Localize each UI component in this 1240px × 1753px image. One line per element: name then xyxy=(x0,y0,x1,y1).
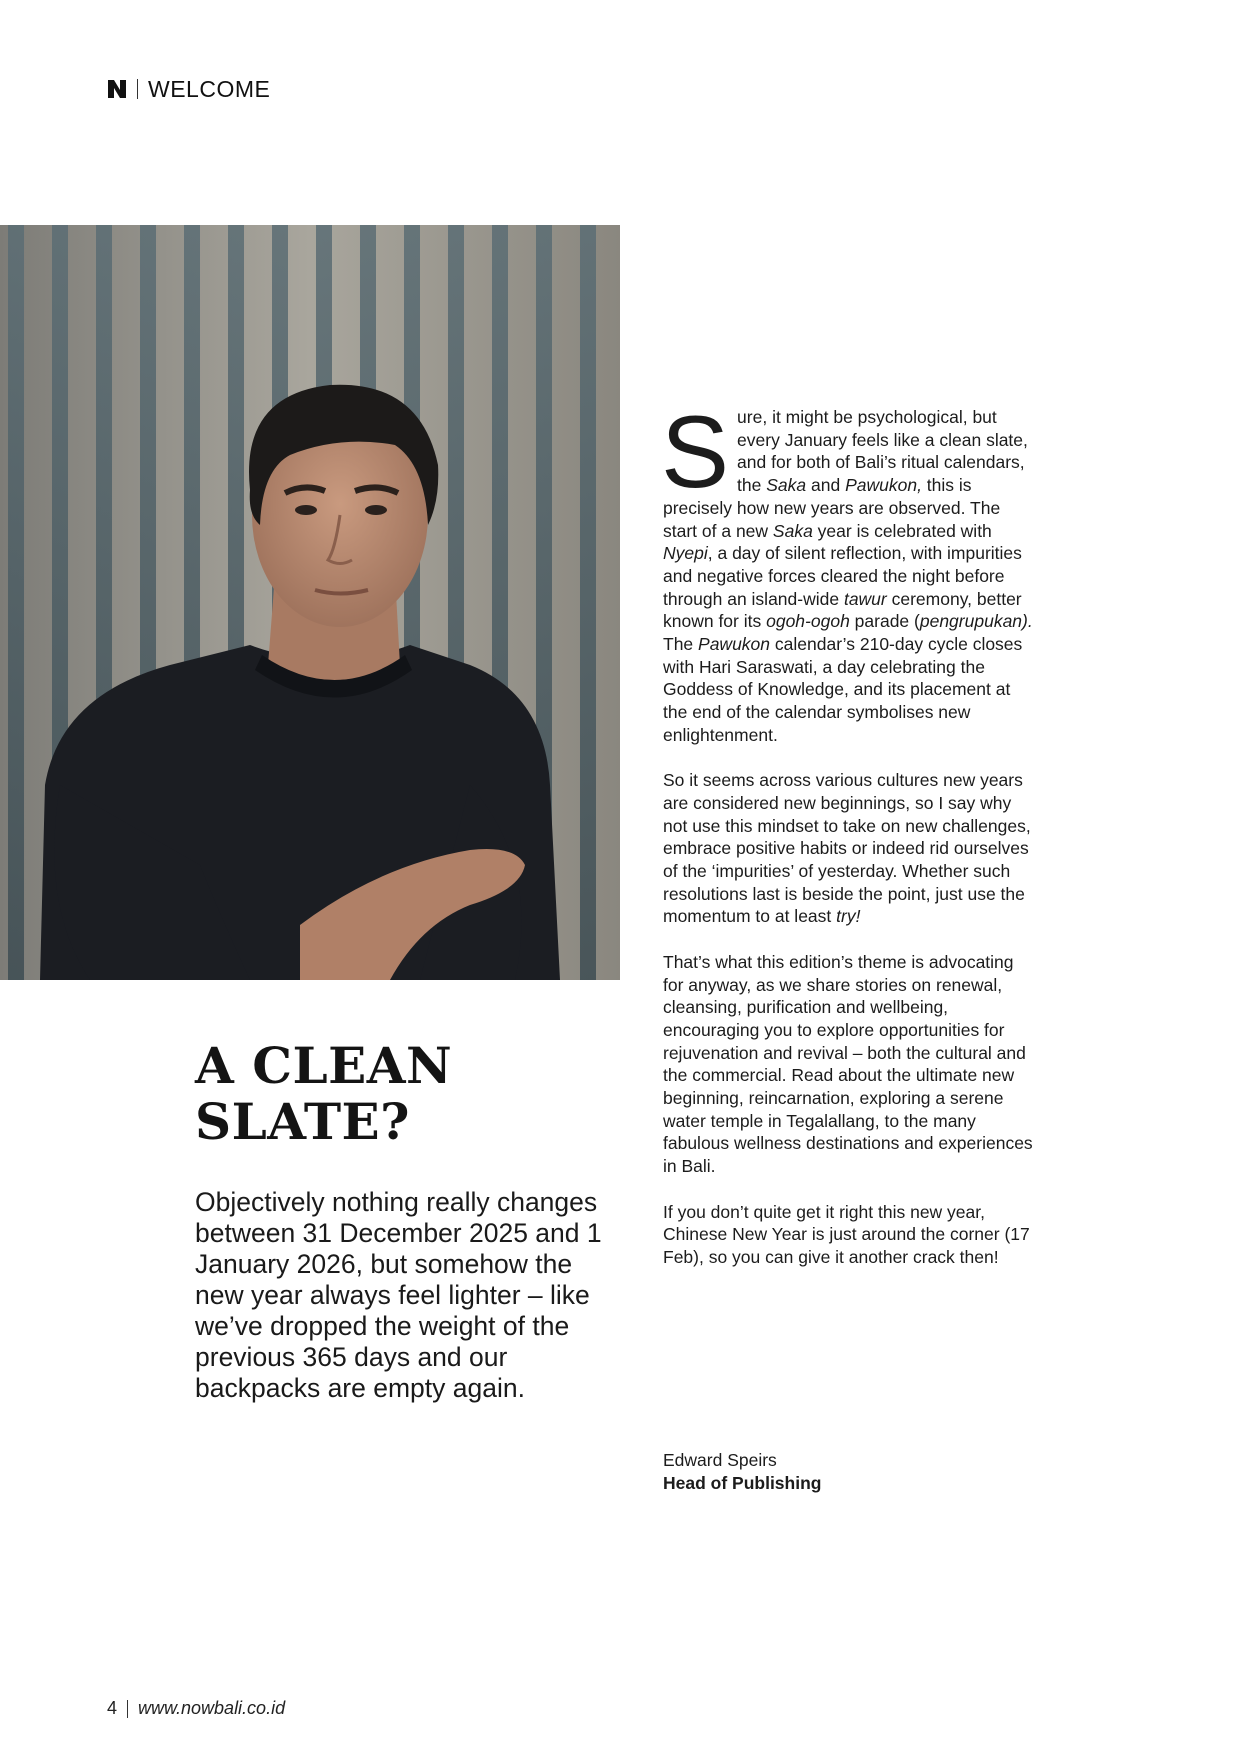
body-paragraph-4: If you don’t quite get it right this new year, Chinese New Year is just around the corner (17 Feb), so you can give it another crack then! xyxy=(663,1201,1030,1267)
drop-cap: S xyxy=(661,395,730,509)
article-headline: A CLEAN SLATE? xyxy=(195,1036,453,1151)
article-body xyxy=(661,395,1033,1291)
wall-slat xyxy=(8,225,24,980)
page-number: 4 xyxy=(107,1698,118,1718)
section-title: WELCOME xyxy=(148,75,271,102)
page-footer xyxy=(107,1698,285,1719)
n-logo-icon xyxy=(107,79,127,99)
author-signoff xyxy=(663,1449,1033,1494)
portrait-photo xyxy=(0,225,620,980)
footer-divider xyxy=(127,1700,128,1718)
portrait-illustration xyxy=(0,225,620,980)
author-name: Edward Speirs xyxy=(663,1450,777,1470)
article-standfirst: Objectively nothing really changes between 31 December 2025 and 1 January 2026, but somehow the new year always feel lighter – like we’ve dropped the weight of the previous 365 days and our backpacks are empty again. xyxy=(195,1187,602,1403)
wall-slat xyxy=(580,225,596,980)
body-paragraph-1: Sure, it might be psychological, but every January feels like a clean slate, and for both of Bali’s ritual calendars, the Saka and Pawukon, this is precisely how new years are observed. The start of a new Saka year is celebrated with Nyepi, a day of silent reflection, with impurities and negative forces cleared the night before through an island-wide tawur ceremony, better known for its ogoh-ogoh parade (pengrupukan). The Pawukon calendar’s 210-day cycle closes with Hari Saraswati, a day celebrating the Goddess of Knowledge, and its placement at the end of the calendar symbolises new enlightenment. xyxy=(661,395,1033,745)
author-role: Head of Publishing xyxy=(663,1472,822,1493)
header-divider xyxy=(137,79,138,99)
body-paragraph-3: That’s what this edition’s theme is advocating for anyway, as we share stories on renewal, cleansing, purification and wellbeing, encouraging you to explore opportunities for rejuvenation and revival – both the cultural and the commercial. Read about the ultimate new beginning, reincarnation, exploring a serene water temple in Tegalallang, to the many fabulous wellness destinations and experiences in Bali. xyxy=(663,951,1033,1177)
website-url: www.nowbali.co.id xyxy=(138,1698,286,1718)
page-header xyxy=(107,74,270,104)
body-paragraph-2: So it seems across various cultures new years are considered new beginnings, so I say why not use this mindset to take on new challenges, embrace positive habits or indeed rid ourselves of the ‘impurities’ of yesterday. Whether such resolutions last is beside the point, just use the momentum to at least try! xyxy=(663,770,1031,927)
